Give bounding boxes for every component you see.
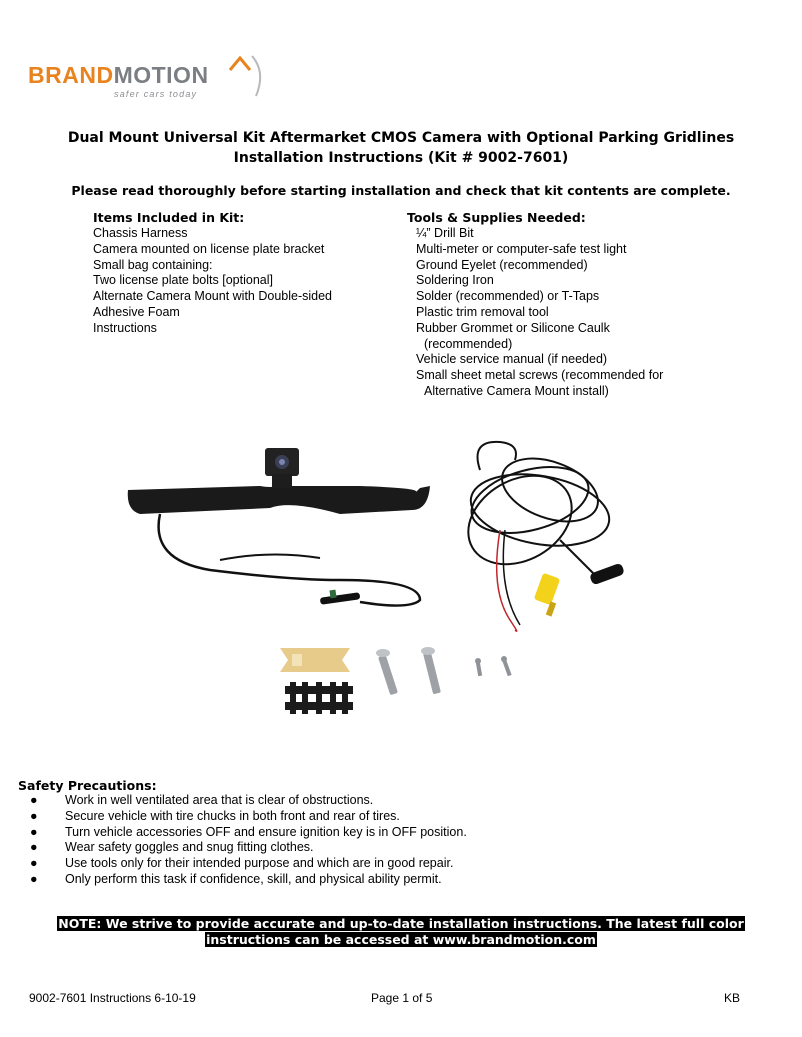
safety-item (30, 872, 467, 888)
rca-connector (534, 573, 560, 605)
kit-item: Adhesive Foam (93, 304, 180, 319)
safety-item (30, 825, 467, 841)
bullet-icon: ● (30, 840, 38, 855)
safety-item (30, 840, 467, 856)
kit-items-list (93, 226, 332, 337)
tool-item: Alternative Camera Mount install) (424, 383, 609, 398)
tool-item: ¼” Drill Bit (416, 226, 474, 240)
safety-item (30, 856, 467, 872)
footer-page-number: Page 1 of 5 (371, 991, 433, 1005)
kit-item: Two license plate bolts [optional] (93, 273, 273, 288)
sheet-metal-screws (475, 656, 512, 676)
tool-item: Vehicle service manual (if needed) (416, 352, 608, 367)
chassis-harness-coil (452, 442, 614, 582)
kit-contents-photo (120, 430, 680, 760)
tool-item: Solder (recommended) or T-Taps (416, 289, 600, 304)
safety-item (30, 793, 467, 809)
kit-heading: Items Included in Kit: (93, 210, 245, 225)
tool-item: Rubber Grommet or Silicone Caulk (416, 320, 610, 335)
logo-motion-part: MOTION (113, 62, 209, 88)
bullet-icon: ● (30, 824, 38, 839)
read-instruction: Please read thoroughly before starting installation and check that kit contents are complete. (71, 183, 731, 198)
kit-item: Small bag containing: (93, 257, 213, 272)
adhesive-foam (280, 648, 350, 672)
license-plate-bolts (376, 647, 441, 695)
tools-items-list (416, 226, 663, 400)
kit-item: Instructions (93, 320, 157, 335)
footer-doc-id: 9002-7601 Instructions 6-10-19 (29, 991, 196, 1005)
note-line1-text: NOTE: We strive to provide accurate and up-to-date installation instructions. The latest full color (58, 916, 744, 931)
document-title-line2: Installation Instructions (Kit # 9002-7601) (233, 150, 569, 166)
bullet-icon: ● (30, 871, 38, 886)
tools-heading: Tools & Supplies Needed: (407, 210, 586, 225)
bullet-icon: ● (30, 808, 38, 823)
safety-item-text: Use tools only for their intended purpose and which are in good repair. (65, 856, 454, 871)
bullet-icon: ● (30, 856, 38, 871)
tool-item: Soldering Iron (416, 273, 494, 288)
tool-item: Ground Eyelet (recommended) (416, 257, 588, 272)
tool-item: Small sheet metal screws (recommended for (416, 368, 664, 383)
safety-heading: Safety Precautions: (18, 778, 157, 793)
alternate-camera-mount (285, 682, 353, 714)
tool-item: Multi-meter or computer-safe test light (416, 241, 627, 256)
kit-item: Camera mounted on license plate bracket (93, 241, 325, 256)
tool-item: Plastic trim removal tool (416, 304, 549, 319)
note-line1 (0, 916, 802, 932)
safety-item-text: Turn vehicle accessories OFF and ensure ignition key is in OFF position. (65, 824, 467, 839)
license-plate-bracket (128, 486, 430, 514)
kit-item: Chassis Harness (93, 226, 188, 240)
bullet-icon: ● (30, 793, 38, 807)
logo-tagline: safer cars today (114, 89, 198, 99)
safety-item-text: Secure vehicle with tire chucks in both front and rear of tires. (65, 808, 400, 823)
kit-item: Alternate Camera Mount with Double-sided (93, 289, 333, 304)
safety-item-text: Wear safety goggles and snug fitting clothes. (65, 840, 314, 855)
safety-item-text: Only perform this task if confidence, skill, and physical ability permit. (65, 871, 442, 886)
logo-wordmark (28, 62, 209, 89)
document-title-line1: Dual Mount Universal Kit Aftermarket CMOS Camera with Optional Parking Gridlines (67, 130, 735, 146)
logo-brand-part: BRAND (28, 62, 114, 88)
note-line2 (0, 932, 802, 948)
note-line2-text: instructions can be accessed at www.brandmotion.com (206, 932, 596, 947)
tool-item: (recommended) (424, 336, 513, 351)
footer-initials: KB (724, 991, 741, 1005)
logo-roof-icon (226, 52, 266, 102)
safety-list (30, 793, 467, 888)
safety-item-text: Work in well ventilated area that is clear of obstructions. (65, 793, 374, 807)
brandmotion-logo (28, 52, 263, 104)
safety-item (30, 809, 467, 825)
